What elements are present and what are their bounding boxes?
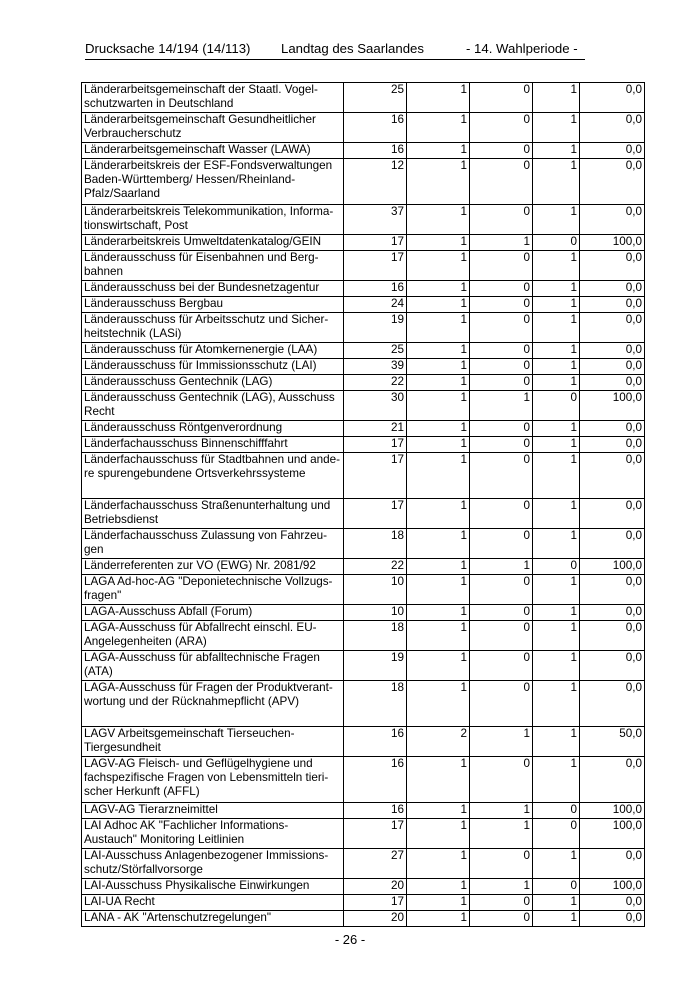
table-row [82, 359, 645, 375]
committee-name-line: Länderfachausschuss für Stadtbahnen und ande- [84, 453, 341, 466]
value-cell-c2: 1 [407, 499, 470, 529]
value-cell-c4: 1 [533, 343, 580, 359]
value-cell-c3: 0 [470, 113, 533, 143]
value-cell-c1: 16 [344, 143, 407, 159]
value-cell-c1: 17 [344, 453, 407, 499]
table-row [82, 575, 645, 605]
value-cell-c1: 17 [344, 437, 407, 453]
committee-name-line: LAI-Ausschuss Physikalische Einwirkungen [84, 879, 310, 892]
committee-name-line: Länderausschuss Bergbau [84, 297, 224, 310]
committee-name-line: tionswirtschaft, Post [84, 218, 188, 232]
value-cell-c5: 0,0 [580, 575, 645, 605]
table-row [82, 205, 645, 235]
value-cell-c4: 1 [533, 727, 580, 757]
value-cell-c3: 1 [470, 235, 533, 251]
committee-name [82, 143, 344, 159]
value-cell-c1: 10 [344, 575, 407, 605]
table-row [82, 559, 645, 575]
table-row [82, 803, 645, 819]
value-cell-c1: 24 [344, 297, 407, 313]
table-row [82, 727, 645, 757]
value-cell-c3: 0 [470, 375, 533, 391]
value-cell-c4: 1 [533, 375, 580, 391]
value-cell-c1: 10 [344, 605, 407, 621]
table-row [82, 757, 645, 803]
value-cell-c5: 100,0 [580, 803, 645, 819]
value-cell-c2: 1 [407, 159, 470, 205]
committee-name-line: LAGA-Ausschuss für Abfallrecht einschl. EU- [84, 621, 317, 634]
committee-table [81, 82, 645, 927]
table-row [82, 819, 645, 849]
value-cell-c5: 100,0 [580, 559, 645, 575]
committee-name-line: Länderfachausschuss Binnenschifffahrt [84, 437, 288, 450]
committee-name [82, 375, 344, 391]
value-cell-c4: 1 [533, 313, 580, 343]
page-number: - 26 - [334, 932, 366, 947]
value-cell-c1: 30 [344, 391, 407, 421]
value-cell-c2: 1 [407, 849, 470, 879]
table-row [82, 113, 645, 143]
value-cell-c3: 0 [470, 453, 533, 499]
committee-name [82, 895, 344, 911]
value-cell-c1: 39 [344, 359, 407, 375]
value-cell-c4: 1 [533, 143, 580, 159]
committee-name [82, 757, 344, 803]
value-cell-c4: 0 [533, 559, 580, 575]
value-cell-c3: 0 [470, 605, 533, 621]
value-cell-c5: 0,0 [580, 297, 645, 313]
committee-name [82, 453, 344, 499]
value-cell-c3: 1 [470, 879, 533, 895]
committee-name-line: LAGV-AG Fleisch- und Geflügelhygiene und [84, 757, 313, 770]
value-cell-c4: 0 [533, 235, 580, 251]
committee-name [82, 235, 344, 251]
committee-name [82, 359, 344, 375]
committee-name [82, 819, 344, 849]
value-cell-c2: 1 [407, 251, 470, 281]
committee-name-line: Angelegenheiten (ARA) [84, 634, 207, 648]
value-cell-c4: 1 [533, 499, 580, 529]
value-cell-c3: 0 [470, 281, 533, 297]
table-row [82, 343, 645, 359]
value-cell-c5: 100,0 [580, 235, 645, 251]
value-cell-c5: 0,0 [580, 529, 645, 559]
committee-name [82, 529, 344, 559]
value-cell-c4: 1 [533, 621, 580, 651]
table-row [82, 391, 645, 421]
committee-name-line: Länderausschuss Röntgenverordnung [84, 421, 283, 434]
table-row [82, 681, 645, 727]
value-cell-c3: 1 [470, 803, 533, 819]
value-cell-c2: 1 [407, 343, 470, 359]
value-cell-c4: 0 [533, 803, 580, 819]
value-cell-c3: 0 [470, 143, 533, 159]
committee-name [82, 83, 344, 113]
committee-name-line: Länderausschuss für Immissionsschutz (LAI) [84, 359, 317, 372]
value-cell-c3: 0 [470, 849, 533, 879]
value-cell-c3: 0 [470, 895, 533, 911]
value-cell-c5: 0,0 [580, 849, 645, 879]
value-cell-c4: 1 [533, 281, 580, 297]
committee-name [82, 499, 344, 529]
table-row [82, 313, 645, 343]
committee-name [82, 879, 344, 895]
value-cell-c2: 1 [407, 559, 470, 575]
value-cell-c5: 0,0 [580, 375, 645, 391]
value-cell-c4: 1 [533, 681, 580, 727]
value-cell-c2: 1 [407, 437, 470, 453]
table-row [82, 453, 645, 499]
value-cell-c5: 0,0 [580, 281, 645, 297]
committee-name-line: Länderarbeitsgemeinschaft Gesundheitlicher [84, 113, 316, 126]
value-cell-c3: 1 [470, 819, 533, 849]
value-cell-c1: 17 [344, 895, 407, 911]
table-row [82, 621, 645, 651]
committee-name-line: LAI-UA Recht [84, 895, 155, 908]
value-cell-c5: 0,0 [580, 343, 645, 359]
committee-name-line: Recht [84, 404, 115, 418]
value-cell-c3: 0 [470, 359, 533, 375]
value-cell-c5: 100,0 [580, 879, 645, 895]
value-cell-c1: 12 [344, 159, 407, 205]
page-header [85, 41, 585, 60]
committee-name-line: Austauch" Monitoring Leitlinien [84, 832, 245, 846]
value-cell-c1: 16 [344, 727, 407, 757]
value-cell-c5: 0,0 [580, 359, 645, 375]
committee-name-line: LAGV-AG Tierarzneimittel [84, 803, 218, 816]
value-cell-c5: 0,0 [580, 911, 645, 927]
value-cell-c3: 0 [470, 251, 533, 281]
value-cell-c3: 1 [470, 559, 533, 575]
value-cell-c5: 0,0 [580, 113, 645, 143]
committee-name [82, 911, 344, 927]
value-cell-c2: 1 [407, 143, 470, 159]
committee-name-line: re spurengebundene Ortsverkehrssysteme [84, 466, 306, 480]
committee-name-line: fachspezifische Fragen von Lebensmitteln tieri- [84, 770, 329, 784]
committee-name-line: schutzwarten in Deutschland [84, 96, 234, 110]
committee-name [82, 113, 344, 143]
committee-name-line: wortung und der Rücknahmepflicht (APV) [84, 694, 300, 708]
committee-name [82, 297, 344, 313]
committee-name-line: Länderausschuss für Atomkernenergie (LAA) [84, 343, 318, 356]
value-cell-c4: 1 [533, 83, 580, 113]
table-row [82, 235, 645, 251]
value-cell-c3: 0 [470, 529, 533, 559]
table-row [82, 849, 645, 879]
value-cell-c5: 0,0 [580, 757, 645, 803]
value-cell-c4: 1 [533, 453, 580, 499]
committee-name-line: Länderfachausschuss Straßenunterhaltung und [84, 499, 331, 512]
value-cell-c1: 17 [344, 235, 407, 251]
value-cell-c2: 1 [407, 803, 470, 819]
committee-name-line: Länderausschuss Gentechnik (LAG) [84, 375, 273, 388]
document-number: Drucksache 14/194 (14/113) [85, 41, 251, 56]
committee-name-line: Tiergesundheit [84, 740, 161, 754]
value-cell-c1: 17 [344, 819, 407, 849]
committee-name-line: Länderarbeitsgemeinschaft Wasser (LAWA) [84, 143, 311, 156]
value-cell-c2: 1 [407, 605, 470, 621]
value-cell-c3: 0 [470, 297, 533, 313]
committee-name [82, 159, 344, 205]
committee-name-line: Baden-Württemberg/ Hessen/Rheinland- [84, 172, 296, 186]
committee-name-line: LAGA-Ausschuss für Fragen der Produktverant- [84, 681, 333, 694]
value-cell-c1: 16 [344, 281, 407, 297]
value-cell-c5: 0,0 [580, 651, 645, 681]
value-cell-c4: 1 [533, 359, 580, 375]
value-cell-c1: 16 [344, 803, 407, 819]
table-row [82, 895, 645, 911]
value-cell-c1: 20 [344, 879, 407, 895]
value-cell-c1: 20 [344, 911, 407, 927]
table-row [82, 879, 645, 895]
value-cell-c5: 0,0 [580, 251, 645, 281]
committee-name-line: gen [84, 542, 104, 556]
committee-name [82, 803, 344, 819]
value-cell-c4: 1 [533, 757, 580, 803]
table-row [82, 421, 645, 437]
committee-name-line: Länderarbeitskreis Umweltdatenkatalog/GEIN [84, 235, 322, 248]
committee-name-line: Länderarbeitsgemeinschaft der Staatl. Vogel- [84, 83, 318, 96]
committee-name [82, 849, 344, 879]
table-row [82, 297, 645, 313]
committee-name-line: Länderarbeitskreis Telekommunikation, Informa- [84, 205, 334, 218]
committee-name [82, 681, 344, 727]
table-row [82, 437, 645, 453]
value-cell-c1: 27 [344, 849, 407, 879]
value-cell-c5: 0,0 [580, 83, 645, 113]
committee-name [82, 251, 344, 281]
value-cell-c3: 0 [470, 575, 533, 605]
value-cell-c1: 19 [344, 651, 407, 681]
legislative-period: - 14. Wahlperiode - [466, 41, 578, 56]
table-row [82, 911, 645, 927]
committee-name-line: Länderausschuss für Eisenbahnen und Berg- [84, 251, 319, 264]
value-cell-c4: 1 [533, 895, 580, 911]
committee-name [82, 205, 344, 235]
value-cell-c2: 1 [407, 911, 470, 927]
table-row [82, 281, 645, 297]
value-cell-c1: 18 [344, 681, 407, 727]
value-cell-c5: 0,0 [580, 895, 645, 911]
value-cell-c5: 0,0 [580, 313, 645, 343]
value-cell-c1: 18 [344, 621, 407, 651]
value-cell-c3: 0 [470, 159, 533, 205]
value-cell-c1: 22 [344, 375, 407, 391]
committee-name-line: Länderausschuss bei der Bundesnetzagentur [84, 281, 320, 294]
committee-name-line: LAGA Ad-hoc-AG "Deponietechnische Vollzugs- [84, 575, 333, 588]
table-row [82, 143, 645, 159]
value-cell-c2: 1 [407, 375, 470, 391]
committee-name [82, 391, 344, 421]
committee-name-line: LAI Adhoc AK "Fachlicher Informations- [84, 819, 289, 832]
value-cell-c3: 1 [470, 391, 533, 421]
value-cell-c2: 1 [407, 281, 470, 297]
value-cell-c2: 1 [407, 879, 470, 895]
committee-name-line: scher Herkunft (AFFL) [84, 784, 200, 798]
committee-name [82, 343, 344, 359]
value-cell-c1: 25 [344, 343, 407, 359]
value-cell-c1: 22 [344, 559, 407, 575]
value-cell-c3: 0 [470, 437, 533, 453]
value-cell-c4: 1 [533, 849, 580, 879]
committee-name-line: fragen" [84, 588, 122, 602]
value-cell-c3: 0 [470, 421, 533, 437]
value-cell-c5: 100,0 [580, 819, 645, 849]
committee-name-line: Länderreferenten zur VO (EWG) Nr. 2081/92 [84, 559, 316, 572]
committee-name-line: Pfalz/Saarland [84, 186, 161, 200]
committee-name-line: Länderausschuss für Arbeitsschutz und Sicher- [84, 313, 329, 326]
table-row [82, 651, 645, 681]
committee-name-line: LAGA-Ausschuss Abfall (Forum) [84, 605, 253, 618]
table-row [82, 251, 645, 281]
committee-name [82, 605, 344, 621]
value-cell-c2: 2 [407, 727, 470, 757]
value-cell-c1: 21 [344, 421, 407, 437]
value-cell-c1: 16 [344, 113, 407, 143]
value-cell-c3: 0 [470, 83, 533, 113]
value-cell-c5: 0,0 [580, 437, 645, 453]
value-cell-c2: 1 [407, 113, 470, 143]
committee-name-line: LANA - AK "Artenschutzregelungen" [84, 911, 271, 924]
value-cell-c4: 1 [533, 297, 580, 313]
value-cell-c4: 0 [533, 879, 580, 895]
value-cell-c1: 25 [344, 83, 407, 113]
value-cell-c2: 1 [407, 83, 470, 113]
committee-name-line: (ATA) [84, 664, 113, 678]
value-cell-c4: 1 [533, 421, 580, 437]
value-cell-c3: 0 [470, 651, 533, 681]
value-cell-c1: 18 [344, 529, 407, 559]
value-cell-c2: 1 [407, 359, 470, 375]
committee-name [82, 575, 344, 605]
value-cell-c5: 100,0 [580, 391, 645, 421]
value-cell-c4: 1 [533, 911, 580, 927]
value-cell-c3: 0 [470, 313, 533, 343]
value-cell-c4: 1 [533, 437, 580, 453]
committee-name-line: Länderfachausschuss Zulassung von Fahrzeu- [84, 529, 327, 542]
value-cell-c2: 1 [407, 651, 470, 681]
value-cell-c4: 1 [533, 605, 580, 621]
committee-name-line: Verbraucherschutz [84, 126, 182, 140]
value-cell-c3: 0 [470, 681, 533, 727]
value-cell-c2: 1 [407, 391, 470, 421]
value-cell-c2: 1 [407, 421, 470, 437]
value-cell-c2: 1 [407, 313, 470, 343]
value-cell-c1: 17 [344, 251, 407, 281]
value-cell-c3: 0 [470, 205, 533, 235]
value-cell-c2: 1 [407, 297, 470, 313]
table-row [82, 499, 645, 529]
value-cell-c1: 17 [344, 499, 407, 529]
value-cell-c4: 1 [533, 159, 580, 205]
value-cell-c5: 0,0 [580, 499, 645, 529]
value-cell-c2: 1 [407, 819, 470, 849]
value-cell-c1: 19 [344, 313, 407, 343]
value-cell-c5: 0,0 [580, 681, 645, 727]
value-cell-c4: 1 [533, 575, 580, 605]
committee-name-line: schutz/Störfallvorsorge [84, 862, 203, 876]
value-cell-c2: 1 [407, 453, 470, 499]
committee-name [82, 421, 344, 437]
value-cell-c2: 1 [407, 575, 470, 605]
table-row [82, 83, 645, 113]
committee-name-line: LAGA-Ausschuss für abfalltechnische Fragen [84, 651, 320, 664]
value-cell-c5: 0,0 [580, 205, 645, 235]
value-cell-c3: 0 [470, 621, 533, 651]
value-cell-c4: 1 [533, 651, 580, 681]
committee-name-line: Länderausschuss Gentechnik (LAG), Ausschuss [84, 391, 335, 404]
table-row [82, 605, 645, 621]
committee-name-line: LAGV Arbeitsgemeinschaft Tierseuchen- [84, 727, 295, 740]
committee-name [82, 727, 344, 757]
value-cell-c4: 1 [533, 113, 580, 143]
value-cell-c4: 0 [533, 819, 580, 849]
committee-name [82, 437, 344, 453]
value-cell-c4: 1 [533, 205, 580, 235]
value-cell-c3: 1 [470, 727, 533, 757]
committee-name [82, 559, 344, 575]
value-cell-c4: 1 [533, 529, 580, 559]
value-cell-c5: 50,0 [580, 727, 645, 757]
value-cell-c5: 0,0 [580, 605, 645, 621]
value-cell-c2: 1 [407, 205, 470, 235]
parliament-name: Landtag des Saarlandes [281, 41, 424, 56]
committee-name [82, 651, 344, 681]
table-row [82, 529, 645, 559]
table-row [82, 375, 645, 391]
value-cell-c2: 1 [407, 235, 470, 251]
committee-name-line: LAI-Ausschuss Anlagenbezogener Immissions- [84, 849, 329, 862]
committee-name-line: heitstechnik (LASi) [84, 326, 182, 340]
committee-name [82, 281, 344, 297]
table-row [82, 159, 645, 205]
value-cell-c2: 1 [407, 895, 470, 911]
value-cell-c5: 0,0 [580, 143, 645, 159]
committee-name [82, 313, 344, 343]
value-cell-c3: 0 [470, 343, 533, 359]
value-cell-c2: 1 [407, 529, 470, 559]
value-cell-c3: 0 [470, 757, 533, 803]
committee-name [82, 621, 344, 651]
value-cell-c5: 0,0 [580, 453, 645, 499]
committee-name-line: Länderarbeitskreis der ESF-Fondsverwaltungen [84, 159, 333, 172]
committee-name-line: Betriebsdienst [84, 512, 159, 526]
value-cell-c5: 0,0 [580, 621, 645, 651]
value-cell-c3: 0 [470, 911, 533, 927]
value-cell-c5: 0,0 [580, 421, 645, 437]
value-cell-c4: 0 [533, 391, 580, 421]
value-cell-c1: 16 [344, 757, 407, 803]
value-cell-c4: 1 [533, 251, 580, 281]
value-cell-c5: 0,0 [580, 159, 645, 205]
value-cell-c2: 1 [407, 621, 470, 651]
value-cell-c2: 1 [407, 681, 470, 727]
value-cell-c3: 0 [470, 499, 533, 529]
value-cell-c1: 37 [344, 205, 407, 235]
committee-name-line: bahnen [84, 264, 124, 278]
value-cell-c2: 1 [407, 757, 470, 803]
